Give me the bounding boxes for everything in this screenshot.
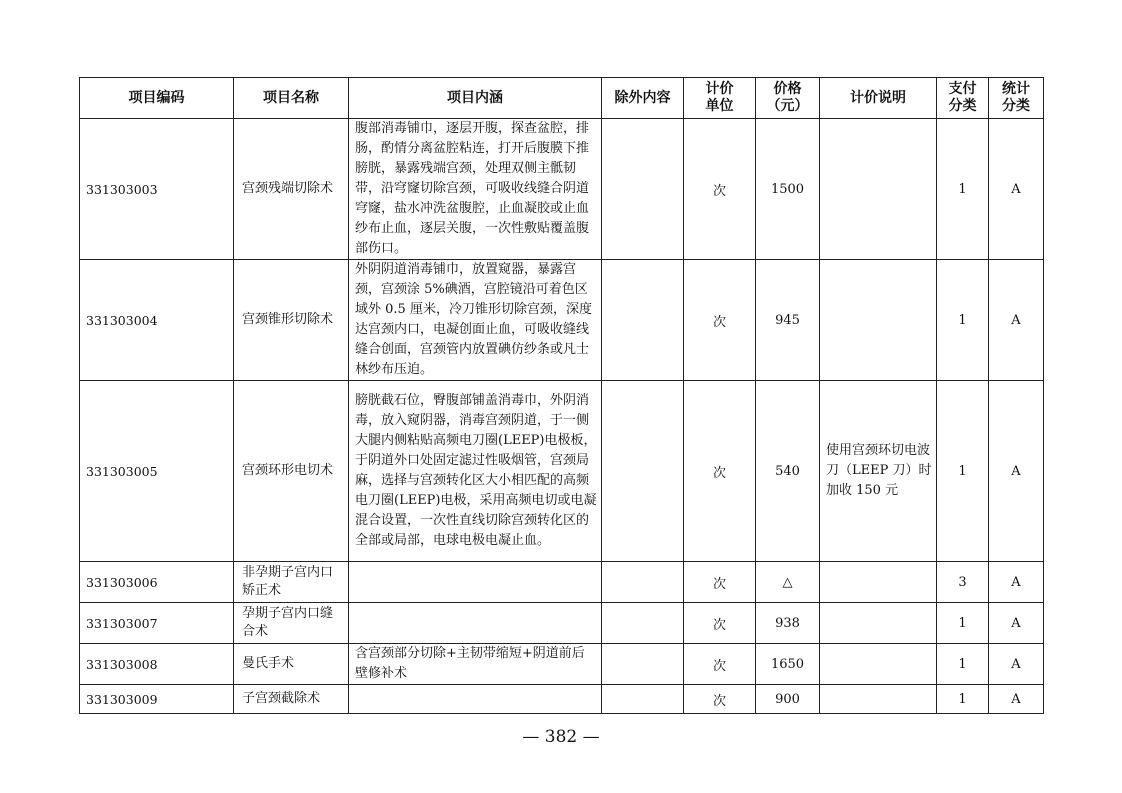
- cell-stat: A: [989, 119, 1044, 260]
- cell-unit: 次: [684, 119, 756, 260]
- cell-unit: 次: [684, 260, 756, 381]
- header-price: [756, 78, 820, 119]
- cell-stat: A: [989, 644, 1044, 685]
- cell-name: 子宫颈截除术: [234, 685, 349, 714]
- cell-stat: A: [989, 562, 1044, 603]
- table-row: [80, 644, 1044, 685]
- cell-note: [820, 685, 937, 714]
- header-code: 项目编码: [80, 78, 234, 119]
- cell-code: 331303009: [80, 685, 234, 714]
- header-pay-line2: 分类: [948, 98, 977, 114]
- cell-price: 945: [756, 260, 820, 381]
- cell-pay: 1: [937, 119, 989, 260]
- cell-excluded: [602, 603, 684, 644]
- cell-note: [820, 119, 937, 260]
- table-row: [80, 119, 1044, 260]
- header-price-line2: （元）: [766, 98, 809, 114]
- cell-price: 1500: [756, 119, 820, 260]
- cell-code: 331303007: [80, 603, 234, 644]
- cell-pay: 1: [937, 644, 989, 685]
- cell-excluded: [602, 644, 684, 685]
- cell-name: 孕期子宫内口缝合术: [234, 603, 349, 644]
- header-unit: [684, 78, 756, 119]
- table-row: [80, 260, 1044, 381]
- cell-unit: 次: [684, 644, 756, 685]
- cell-unit: 次: [684, 381, 756, 562]
- cell-name: 宫颈锥形切除术: [234, 260, 349, 381]
- cell-content: [349, 562, 602, 603]
- cell-note: [820, 644, 937, 685]
- cell-content: [349, 685, 602, 714]
- cell-pay: 1: [937, 260, 989, 381]
- table-row: [80, 381, 1044, 562]
- cell-stat: A: [989, 260, 1044, 381]
- header-stat-line2: 分类: [1002, 98, 1030, 114]
- cell-content: 外阴阴道消毒铺巾，放置窥器，暴露宫颈，宫颈涂 5%碘酒，宫腔镜沿可着色区域外 0.5 厘米，冷刀锥形切除宫颈，深度达宫颈内口，电凝创面止血，可吸收缝线缝合创面，宫颈管内放置碘仿纱条或凡士林纱布压迫。: [349, 260, 602, 381]
- table-row: [80, 562, 1044, 603]
- price-table-page: [79, 77, 1043, 714]
- cell-content: 膀胱截石位，臀腹部铺盖消毒巾，外阴消毒，放入窥阴器，消毒宫颈阴道，于一侧大腿内侧粘贴高频电刀圈(LEEP)电极板，于阴道外口处固定滤过性吸烟管，宫颈局麻，选择与宫颈转化区大小相匹配的高频电刀圈(LEEP)电极，采用高频电切或电凝混合设置，一次性直线切除宫颈转化区的全部或局部，电球电极电凝止血。: [349, 381, 602, 562]
- cell-note: 使用宫颈环切电波刀（LEEP 刀）时加收 150 元: [820, 381, 937, 562]
- cell-price: 900: [756, 685, 820, 714]
- cell-content: 含宫颈部分切除+主韧带缩短+阴道前后壁修补术: [349, 644, 602, 685]
- cell-pay: 1: [937, 685, 989, 714]
- header-unit-line1: 计价: [705, 81, 734, 97]
- header-excluded: 除外内容: [602, 78, 684, 119]
- cell-price: 938: [756, 603, 820, 644]
- cell-unit: 次: [684, 562, 756, 603]
- cell-content: 腹部消毒铺巾，逐层开腹，探查盆腔，排肠，酌情分离盆腔粘连，打开后腹膜下推膀胱，暴露残端宫颈，处理双侧主骶韧带，沿穹窿切除宫颈，可吸收线缝合阴道穹窿，盐水冲洗盆腹腔，止血凝胶或止血纱布止血，逐层关腹，一次性敷贴覆盖腹部伤口。: [349, 119, 602, 260]
- cell-name: 宫颈环形电切术: [234, 381, 349, 562]
- page-number: — 382 —: [522, 727, 600, 747]
- cell-pay: 3: [937, 562, 989, 603]
- cell-stat: A: [989, 685, 1044, 714]
- cell-code: 331303005: [80, 381, 234, 562]
- header-stat: [989, 78, 1044, 119]
- cell-stat: A: [989, 381, 1044, 562]
- cell-code: 331303003: [80, 119, 234, 260]
- cell-price: 1650: [756, 644, 820, 685]
- table-header-row: [80, 78, 1044, 119]
- cell-excluded: [602, 119, 684, 260]
- cell-code: 331303008: [80, 644, 234, 685]
- cell-excluded: [602, 260, 684, 381]
- header-name: 项目名称: [234, 78, 349, 119]
- cell-pay: 1: [937, 603, 989, 644]
- cell-price: △: [756, 562, 820, 603]
- cell-content: [349, 603, 602, 644]
- header-content: 项目内涵: [349, 78, 602, 119]
- table-row: [80, 685, 1044, 714]
- cell-code: 331303004: [80, 260, 234, 381]
- header-unit-line2: 单位: [705, 98, 734, 114]
- cell-name: 非孕期子宫内口矫正术: [234, 562, 349, 603]
- header-price-line1: 价格: [773, 81, 802, 97]
- cell-stat: A: [989, 603, 1044, 644]
- cell-code: 331303006: [80, 562, 234, 603]
- cell-unit: 次: [684, 685, 756, 714]
- header-note: 计价说明: [820, 78, 937, 119]
- cell-note: [820, 260, 937, 381]
- cell-name: 宫颈残端切除术: [234, 119, 349, 260]
- cell-excluded: [602, 562, 684, 603]
- price-table: [79, 77, 1044, 714]
- cell-unit: 次: [684, 603, 756, 644]
- cell-pay: 1: [937, 381, 989, 562]
- cell-excluded: [602, 381, 684, 562]
- cell-price: 540: [756, 381, 820, 562]
- header-pay-line1: 支付: [948, 81, 977, 97]
- cell-name: 曼氏手术: [234, 644, 349, 685]
- cell-excluded: [602, 685, 684, 714]
- header-pay: [937, 78, 989, 119]
- cell-note: [820, 603, 937, 644]
- table-row: [80, 603, 1044, 644]
- header-stat-line1: 统计: [1002, 81, 1030, 97]
- cell-note: [820, 562, 937, 603]
